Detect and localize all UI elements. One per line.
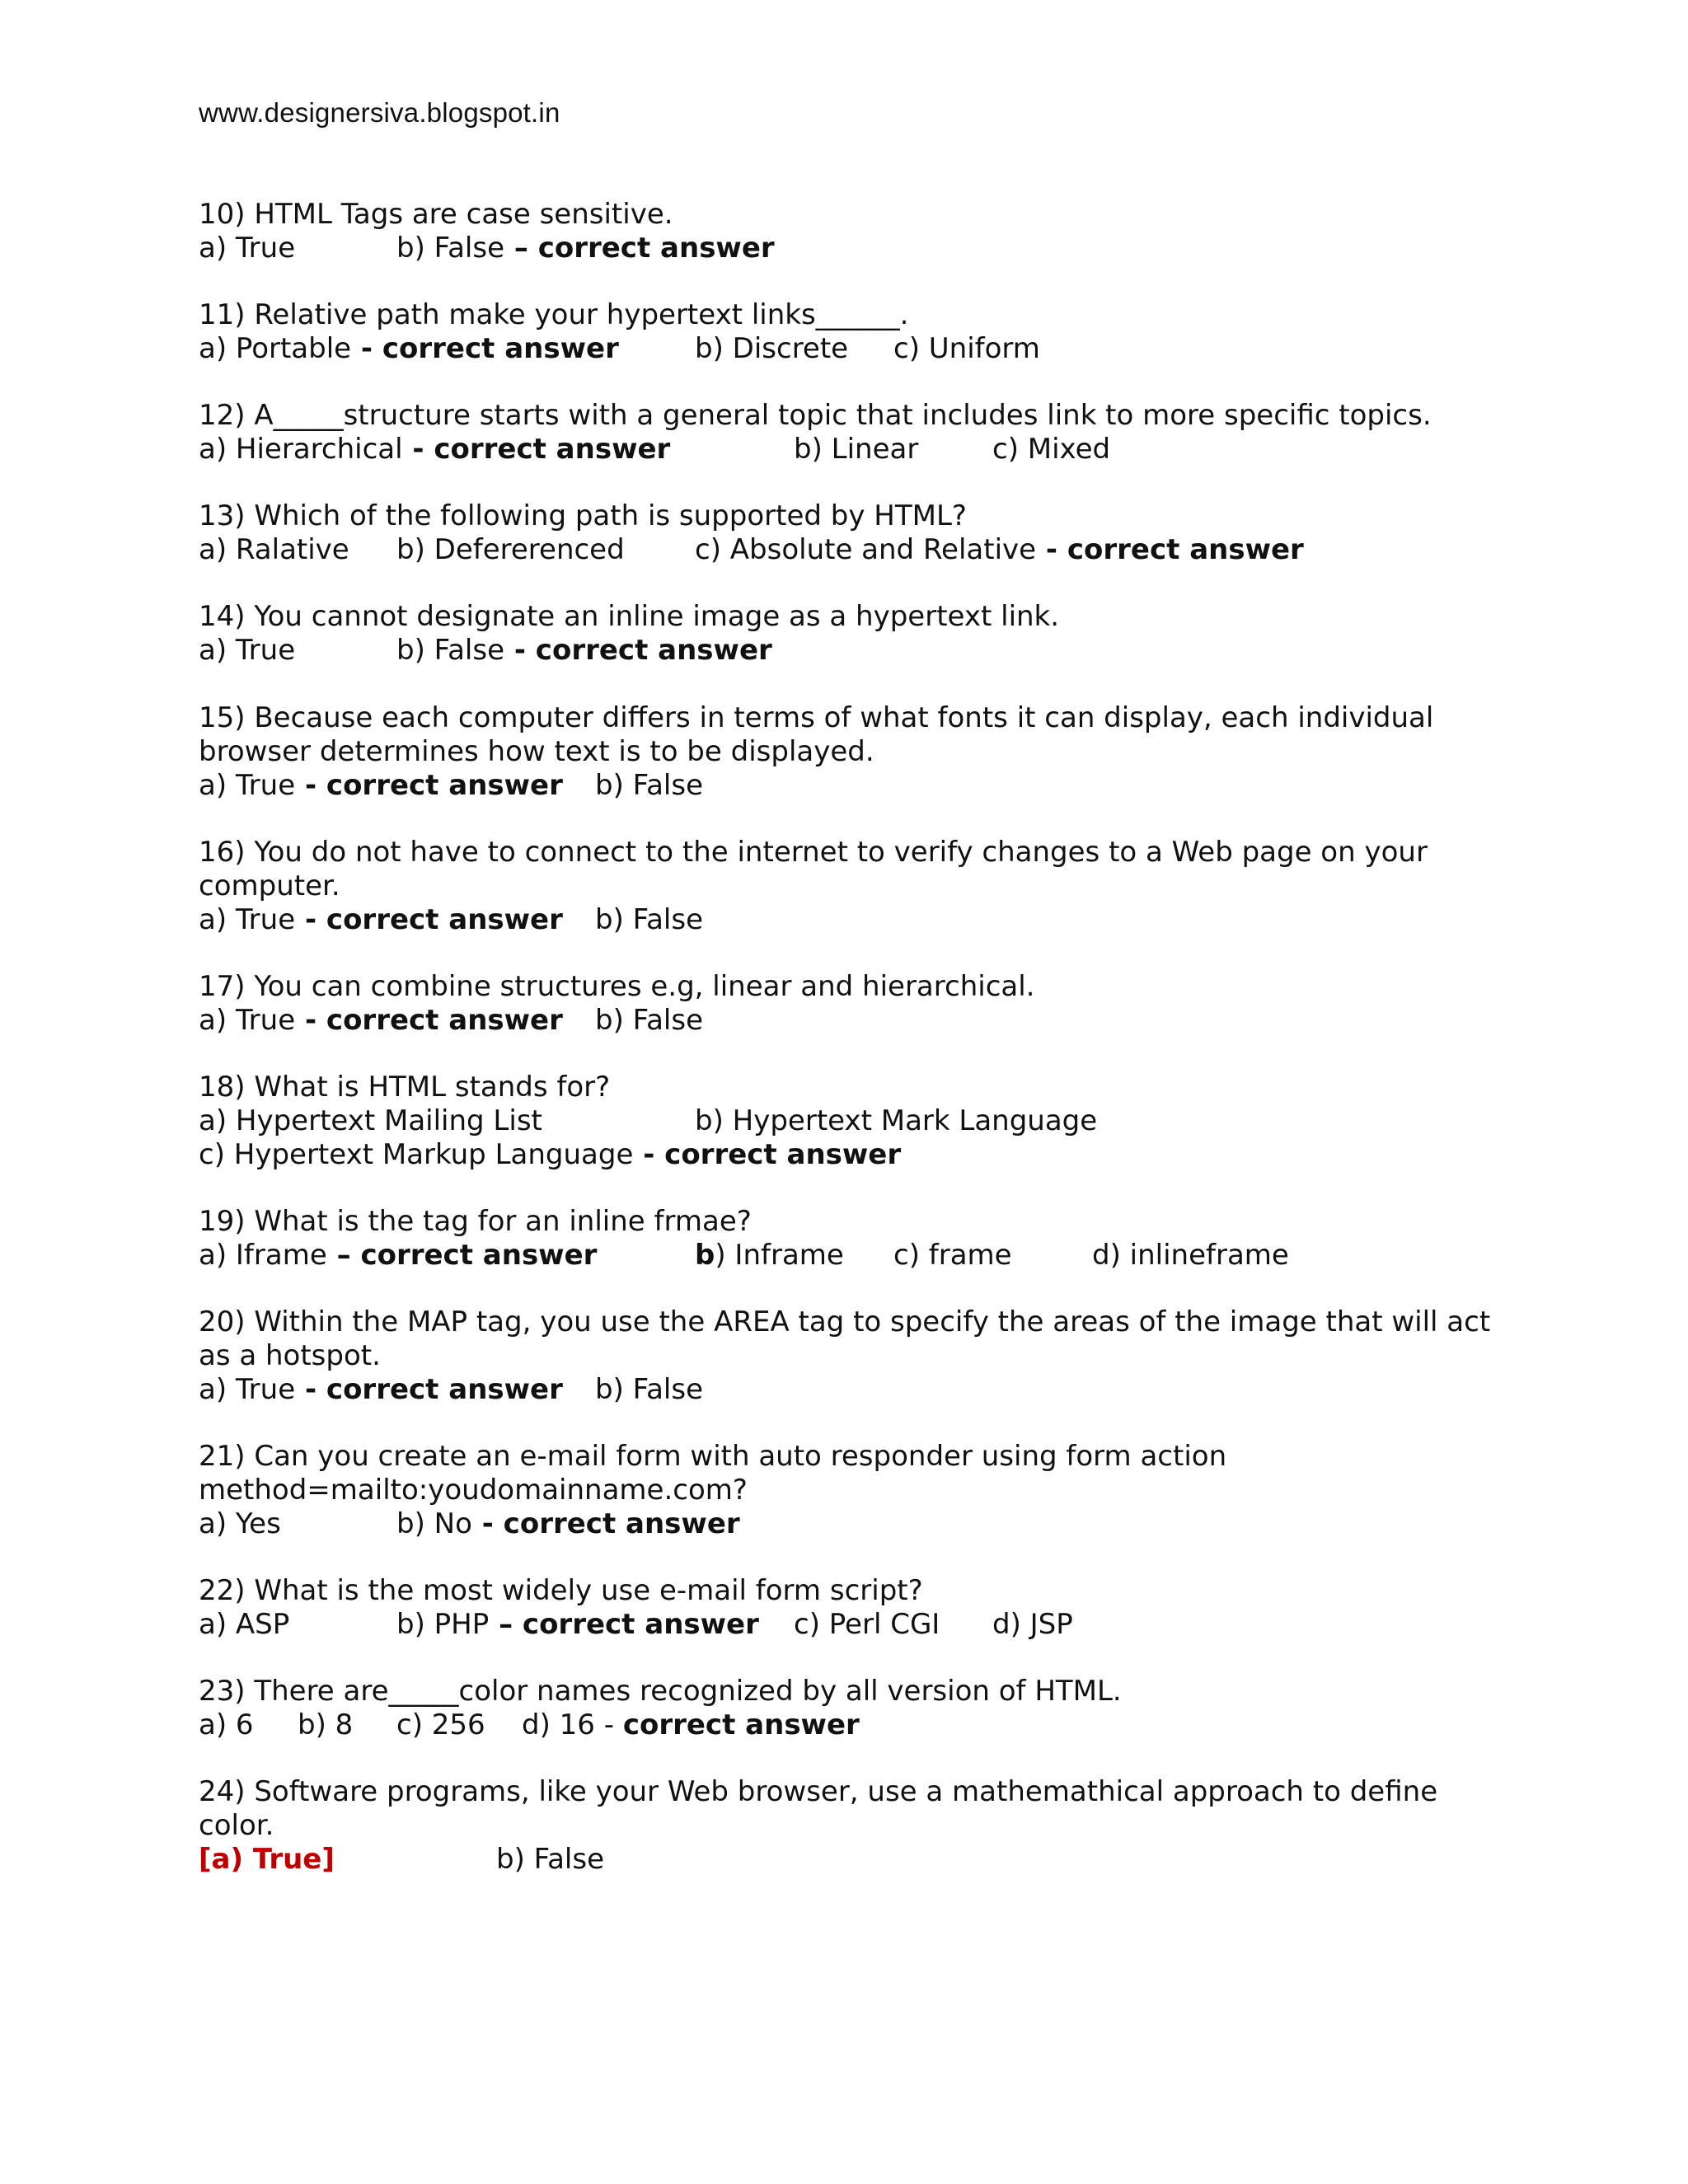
answer-options (199, 1843, 1550, 1877)
option-d: d) inlineframe (1092, 1239, 1289, 1272)
option-c: c) frame (893, 1239, 1012, 1272)
option-a: a) Iframe – correct answer (199, 1239, 598, 1272)
answer-options (199, 433, 1550, 466)
answer-options (199, 1708, 1550, 1742)
option-b: b) No - correct answer (396, 1507, 740, 1540)
option-a: a) Portable - correct answer (199, 332, 619, 365)
question-text-cont: computer. (199, 869, 340, 902)
option-b: b) Linear (794, 433, 919, 466)
answer-options (199, 1239, 1550, 1272)
question-17 (199, 970, 1550, 1038)
answer-options (199, 232, 1550, 265)
question-18 (199, 1071, 1550, 1172)
option-a: a) True - correct answer (199, 1373, 563, 1406)
option-d: d) 16 - correct answer (522, 1708, 860, 1741)
option-c: c) Absolute and Relative - correct answer (695, 533, 1304, 566)
question-20 (199, 1305, 1550, 1407)
question-14 (199, 600, 1550, 668)
question-text: 10) HTML Tags are case sensitive. (199, 198, 673, 231)
option-a: a) Ralative (199, 533, 349, 566)
option-b: b) False (496, 1843, 605, 1876)
question-text: 13) Which of the following path is supported by HTML? (199, 499, 967, 532)
question-22 (199, 1574, 1550, 1642)
correct-answer-marker: - correct answer (295, 1004, 563, 1037)
option-b: b) Hypertext Mark Language (695, 1104, 1098, 1137)
question-10 (199, 198, 1550, 265)
question-12 (199, 399, 1550, 466)
correct-answer-marker: – correct answer (326, 1239, 598, 1272)
option-a: a) True (199, 232, 296, 265)
option-a: a) True - correct answer (199, 903, 563, 936)
question-15 (199, 701, 1550, 803)
option-b: b) False – correct answer (396, 232, 775, 265)
question-text: 12) A_____structure starts with a general topic that includes link to more specific topics. (199, 399, 1432, 432)
question-text-cont: as a hotspot. (199, 1339, 381, 1372)
answer-options (199, 903, 1550, 937)
option-b: b) Discrete (695, 332, 849, 365)
option-a: a) Hypertext Mailing List (199, 1104, 542, 1137)
question-text: 23) There are_____color names recognized by all version of HTML. (199, 1675, 1122, 1708)
option-b: b) False - correct answer (396, 634, 772, 667)
answer-options (199, 1507, 1550, 1541)
option-a: a) True (199, 634, 296, 667)
answer-options (199, 769, 1550, 803)
correct-answer-marker: – correct answer (504, 232, 775, 265)
question-text: 19) What is the tag for an inline frmae? (199, 1205, 752, 1238)
question-text-cont: browser determines how text is to be displayed. (199, 735, 874, 768)
option-b: b) False (595, 1373, 704, 1406)
answer-options (199, 533, 1550, 567)
question-text: 22) What is the most widely use e-mail form script? (199, 1574, 923, 1607)
answer-options (199, 1104, 1550, 1138)
site-url: www.designersiva.blogspot.in (199, 97, 560, 128)
option-a: a) Hierarchical - correct answer (199, 433, 671, 466)
question-text: 20) Within the MAP tag, you use the AREA tag to specify the areas of the image that will act (199, 1305, 1491, 1338)
option-b: b) Inframe (695, 1239, 844, 1272)
correct-answer-marker: - correct answer (402, 433, 671, 466)
option-b: b) PHP – correct answer (396, 1608, 759, 1641)
question-text: 21) Can you create an e-mail form with auto responder using form action (199, 1440, 1227, 1473)
option-a: a) 6 (199, 1708, 254, 1741)
option-b: b) False (595, 903, 704, 936)
question-text: 11) Relative path make your hypertext links______. (199, 298, 909, 331)
correct-answer-marker: – correct answer (489, 1608, 759, 1641)
answer-options (199, 634, 1550, 668)
question-text: 24) Software programs, like your Web browser, use a mathemathical approach to define (199, 1775, 1438, 1808)
option-c: c) Uniform (893, 332, 1040, 365)
question-text-cont: color. (199, 1809, 274, 1842)
option-c: c) Mixed (992, 433, 1111, 466)
option-a: a) True - correct answer (199, 769, 563, 802)
answer-options (199, 332, 1550, 366)
option-c: c) Perl CGI (794, 1608, 940, 1641)
question-text: 18) What is HTML stands for? (199, 1071, 611, 1104)
answer-options (199, 1004, 1550, 1038)
correct-answer-marker: - correct answer (351, 332, 619, 365)
correct-answer-marker: - correct answer (295, 903, 563, 936)
option-b: b) False (595, 769, 704, 802)
question-text: 14) You cannot designate an inline image as a hypertext link. (199, 600, 1060, 633)
question-13 (199, 499, 1550, 567)
question-11 (199, 298, 1550, 366)
question-23 (199, 1675, 1550, 1742)
option-c: c) Hypertext Markup Language - correct answer (199, 1138, 902, 1171)
correct-answer-marker: - correct answer (295, 769, 563, 802)
answer-options-row2 (199, 1138, 1550, 1172)
option-a: a) True - correct answer (199, 1004, 563, 1037)
option-a: a) Yes (199, 1507, 281, 1540)
question-text: 15) Because each computer differs in terms of what fonts it can display, each individual (199, 701, 1434, 734)
correct-answer-marker: - correct answer (295, 1373, 563, 1406)
option-b: b) Defererenced (396, 533, 625, 566)
question-text-cont: method=mailto:youdomainname.com? (199, 1474, 748, 1507)
correct-answer-marker: - correct answer (471, 1507, 740, 1540)
question-19 (199, 1205, 1550, 1272)
question-text: 17) You can combine structures e.g, linear and hierarchical. (199, 970, 1035, 1003)
option-a: a) ASP (199, 1608, 290, 1641)
correct-answer-marker: - correct answer (504, 634, 772, 667)
answer-options (199, 1373, 1550, 1407)
option-b: b) 8 (298, 1708, 354, 1741)
option-d: d) JSP (992, 1608, 1073, 1641)
option-a-highlighted: [a) True] (199, 1843, 335, 1876)
correct-answer-marker: - correct answer (633, 1138, 902, 1171)
question-text: 16) You do not have to connect to the internet to verify changes to a Web page on your (199, 836, 1428, 869)
option-c: c) 256 (396, 1708, 485, 1741)
question-24 (199, 1775, 1550, 1877)
question-16 (199, 836, 1550, 937)
correct-answer-marker: correct answer (622, 1708, 860, 1741)
answer-options (199, 1608, 1550, 1642)
question-21 (199, 1440, 1550, 1541)
option-b: b) False (595, 1004, 704, 1037)
correct-answer-marker: - correct answer (1036, 533, 1304, 566)
